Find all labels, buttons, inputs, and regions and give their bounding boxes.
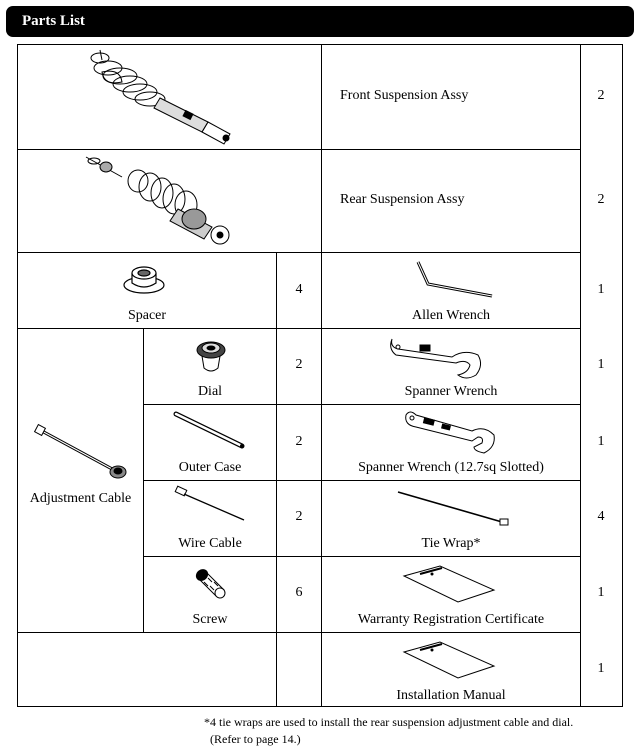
front-suspension-label: Front Suspension Assy [340,88,469,103]
installation-manual-qty: 1 [597,661,605,676]
warranty-label: Warranty Registration Certificate [357,612,545,627]
warranty-qty: 1 [597,585,605,600]
wire-cable-image [172,486,248,524]
screw-label: Screw [192,612,228,627]
rear-suspension-qty: 2 [597,192,605,207]
allen-wrench-qty: 1 [597,282,605,297]
parts-list-header: Parts List [6,6,634,37]
spanner-slotted-qty: 1 [597,434,605,449]
spacer-image [122,263,166,297]
installation-manual-label: Installation Manual [396,688,506,703]
outer-case-label: Outer Case [178,460,242,475]
tie-wrap-label: Tie Wrap* [421,536,481,551]
row-empty-qty-cell [276,632,322,707]
spacer-qty: 4 [295,282,303,297]
wire-cable-label: Wire Cable [178,536,242,551]
row-empty-cell [17,632,277,707]
outer-case-qty: 2 [295,434,303,449]
allen-wrench-label: Allen Wrench [411,308,491,323]
screw-image [190,568,230,604]
screw-qty: 6 [295,585,303,600]
rear-suspension-label: Rear Suspension Assy [340,192,465,207]
spanner-wrench-qty: 1 [597,357,605,372]
footnote-line1: *4 tie wraps are used to install the rear suspension adjustment cable and dial. [204,715,574,729]
outer-case-image [172,410,248,452]
wire-cable-qty: 2 [295,509,303,524]
front-suspension-qty: 2 [597,88,605,103]
qty-column [580,44,623,707]
warranty-certificate-image [402,564,498,606]
tie-wrap-qty: 4 [597,509,605,524]
dial-image [194,338,228,376]
tie-wrap-image [394,488,512,528]
spanner-wrench-label: Spanner Wrench [404,384,498,399]
spacer-label: Spacer [127,308,167,323]
adjustment-cable-label: Adjustment Cable [29,491,132,506]
front-suspension-image [80,46,250,148]
adjustment-cable-cell [17,328,144,633]
dial-qty: 2 [295,357,303,372]
adjustment-cable-image [34,424,130,480]
footnote-line2: (Refer to page 14.) [210,732,301,746]
spanner-wrench-image [388,335,488,385]
spanner-slotted-image [402,409,498,457]
dial-label: Dial [197,384,223,399]
installation-manual-image [402,640,498,682]
spanner-slotted-label: Spanner Wrench (12.7sq Slotted) [358,460,544,475]
allen-wrench-image [412,258,496,300]
rear-suspension-image [82,151,242,251]
